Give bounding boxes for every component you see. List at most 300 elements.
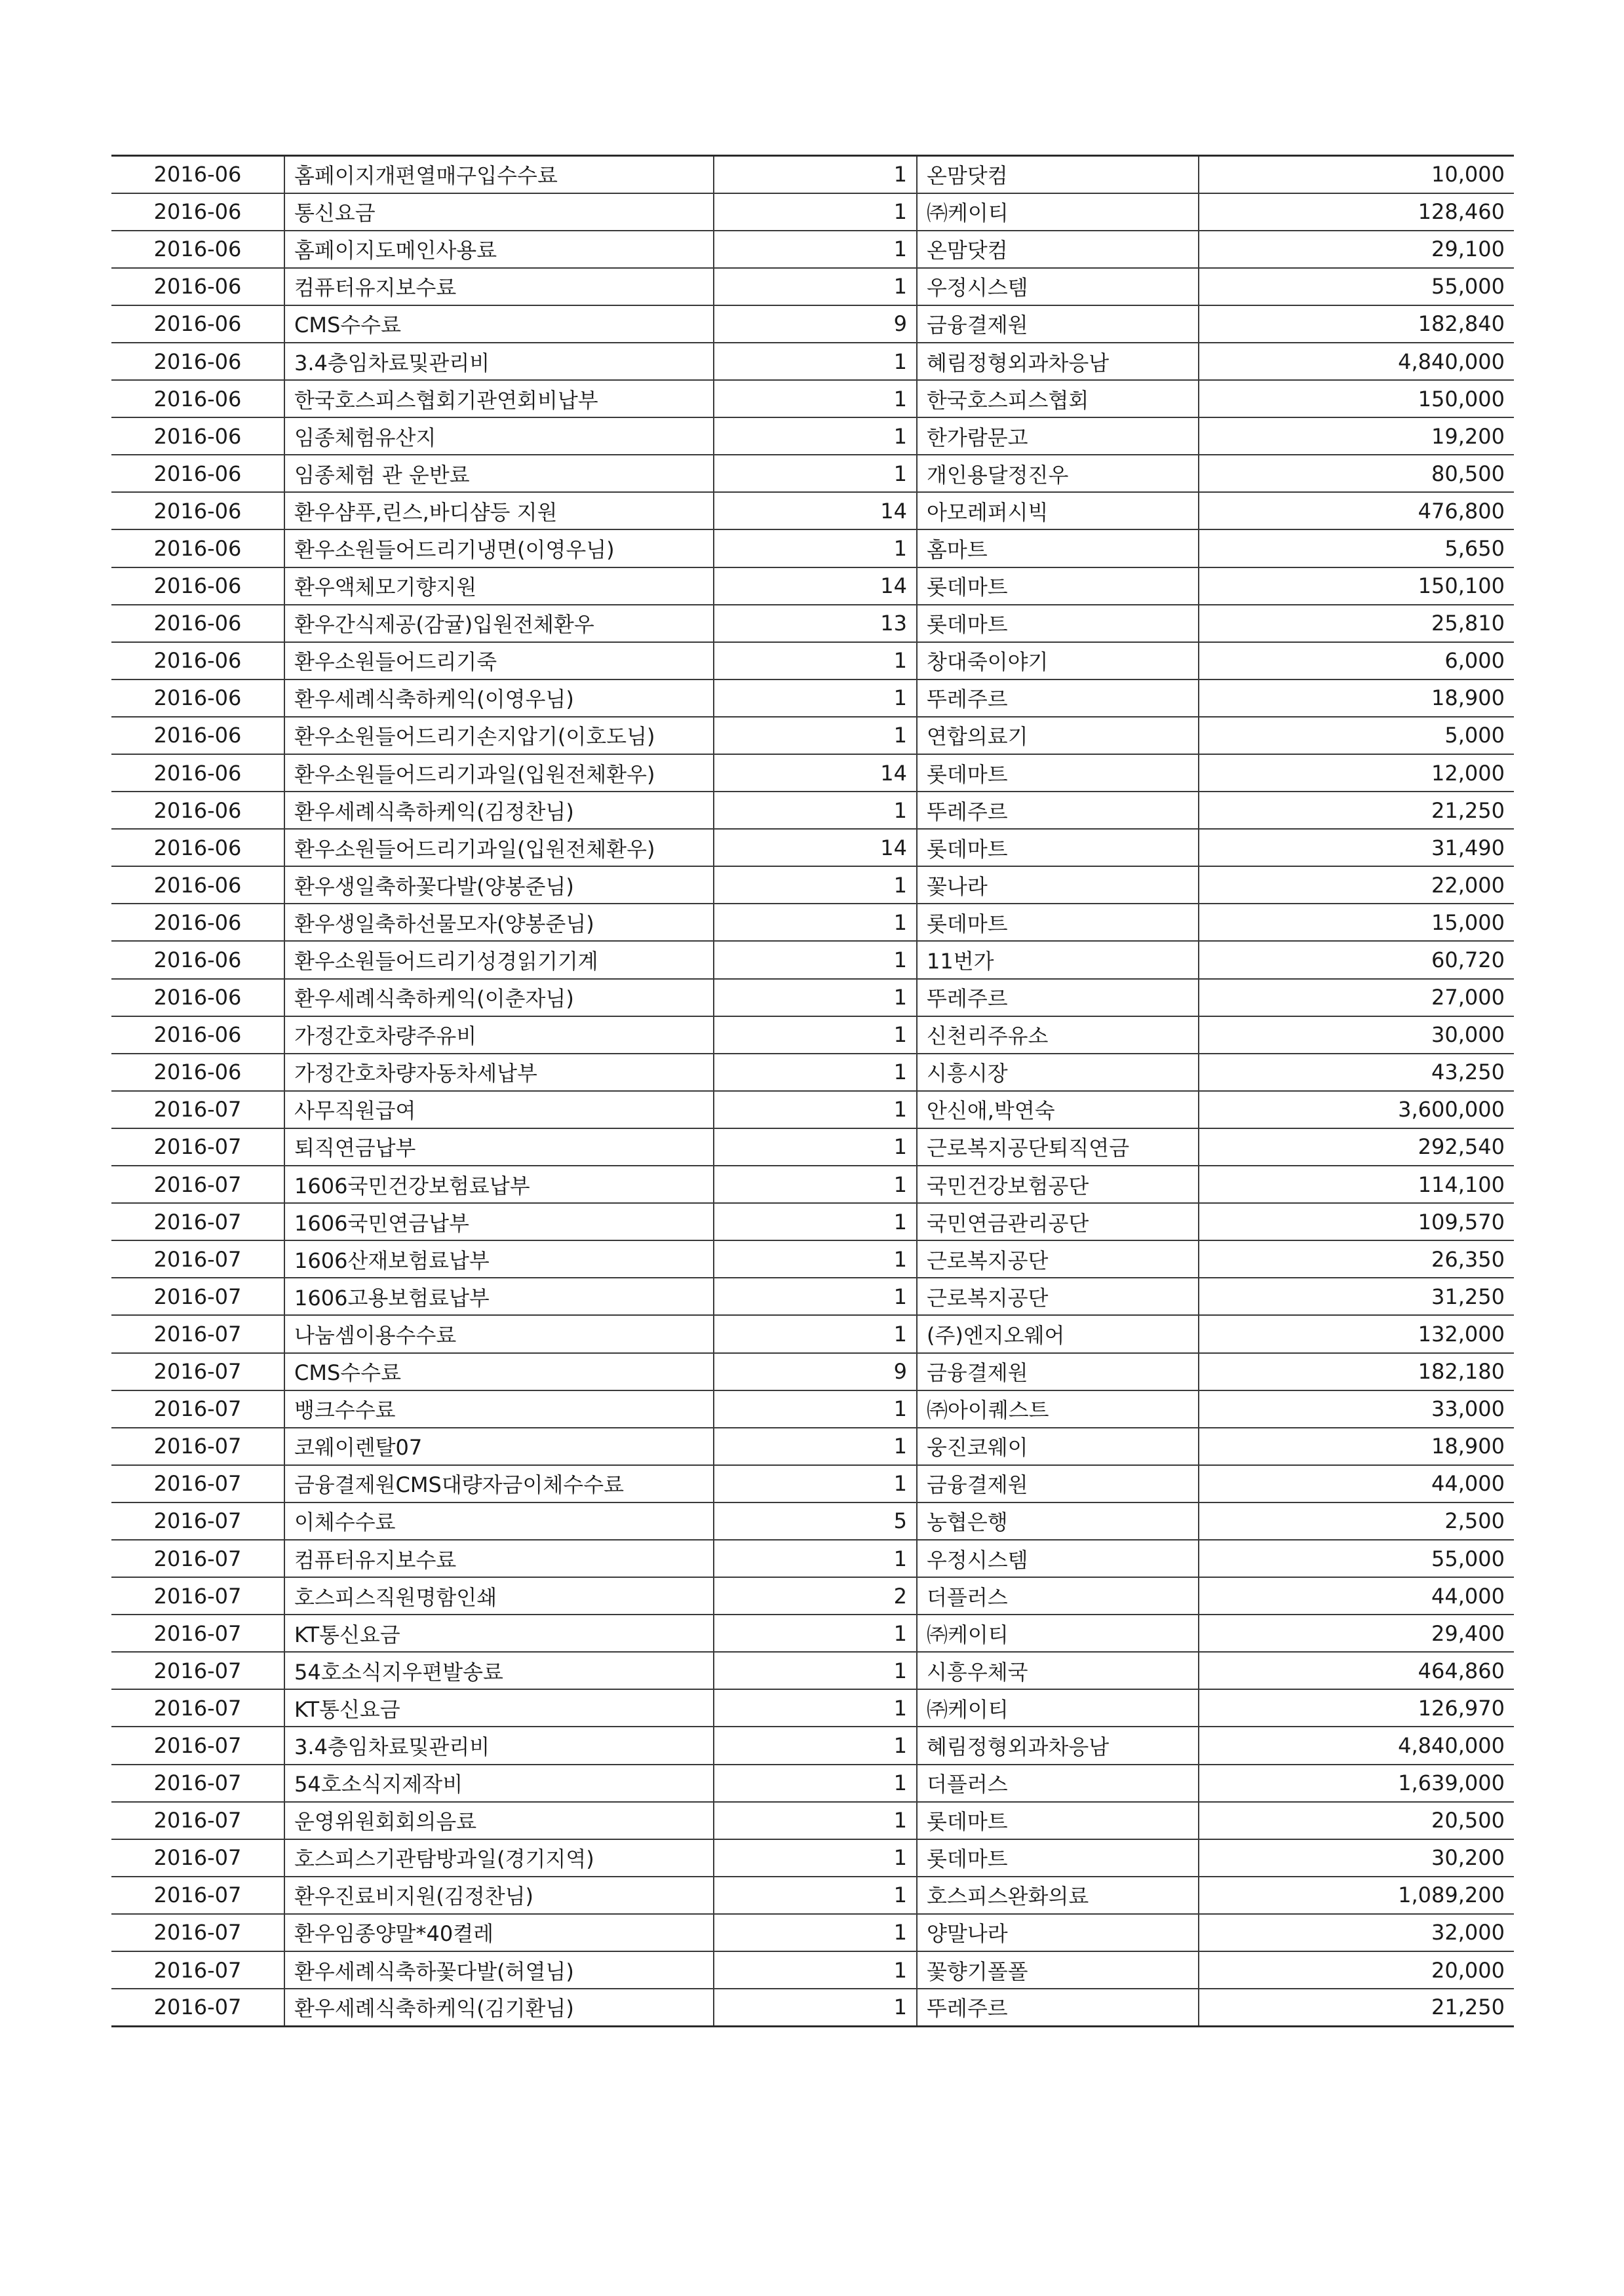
item-cell: 54호소식지우편발송료 bbox=[284, 1652, 714, 1689]
amount-cell: 30,200 bbox=[1199, 1839, 1514, 1877]
vendor-cell: 안신애,박연숙 bbox=[917, 1091, 1199, 1128]
vendor-cell: 뚜레주르 bbox=[917, 979, 1199, 1016]
quantity-cell: 1 bbox=[714, 417, 917, 455]
vendor-cell: 한국호스피스협회 bbox=[917, 380, 1199, 417]
quantity-cell: 5 bbox=[714, 1502, 917, 1540]
date-cell: 2016-06 bbox=[111, 529, 284, 567]
quantity-cell: 1 bbox=[714, 1128, 917, 1166]
amount-cell: 26,350 bbox=[1199, 1240, 1514, 1278]
amount-cell: 182,180 bbox=[1199, 1353, 1514, 1390]
quantity-cell: 14 bbox=[714, 492, 917, 529]
item-cell: 나눔셈이용수수료 bbox=[284, 1315, 714, 1352]
quantity-cell: 1 bbox=[714, 1428, 917, 1465]
date-cell: 2016-07 bbox=[111, 1989, 284, 2026]
quantity-cell: 1 bbox=[714, 1839, 917, 1877]
date-cell: 2016-06 bbox=[111, 1054, 284, 1091]
vendor-cell: 혜림정형외과차응남 bbox=[917, 343, 1199, 380]
date-cell: 2016-06 bbox=[111, 343, 284, 380]
vendor-cell: 혜림정형외과차응남 bbox=[917, 1727, 1199, 1764]
amount-cell: 2,500 bbox=[1199, 1502, 1514, 1540]
date-cell: 2016-07 bbox=[111, 1315, 284, 1352]
vendor-cell: 롯데마트 bbox=[917, 829, 1199, 866]
date-cell: 2016-07 bbox=[111, 1615, 284, 1652]
item-cell: 환우소원들어드리기냉면(이영우님) bbox=[284, 529, 714, 567]
date-cell: 2016-06 bbox=[111, 904, 284, 941]
item-cell: 가정간호차량자동차세납부 bbox=[284, 1054, 714, 1091]
amount-cell: 132,000 bbox=[1199, 1315, 1514, 1352]
amount-cell: 60,720 bbox=[1199, 941, 1514, 978]
table-row bbox=[111, 305, 1514, 343]
amount-cell: 31,490 bbox=[1199, 829, 1514, 866]
date-cell: 2016-06 bbox=[111, 193, 284, 231]
item-cell: 환우임종양말*40켤레 bbox=[284, 1914, 714, 1951]
item-cell: 3.4층임차료및관리비 bbox=[284, 343, 714, 380]
item-cell: 환우세례식축하케익(김기환님) bbox=[284, 1989, 714, 2026]
date-cell: 2016-06 bbox=[111, 417, 284, 455]
vendor-cell: ㈜아이퀘스트 bbox=[917, 1390, 1199, 1428]
item-cell: 호스피스직원명함인쇄 bbox=[284, 1577, 714, 1615]
date-cell: 2016-07 bbox=[111, 1802, 284, 1839]
table-row bbox=[111, 679, 1514, 717]
quantity-cell: 14 bbox=[714, 754, 917, 792]
table-row bbox=[111, 1203, 1514, 1240]
table-row bbox=[111, 529, 1514, 567]
item-cell: 퇴직연금납부 bbox=[284, 1128, 714, 1166]
table-row bbox=[111, 343, 1514, 380]
vendor-cell: 롯데마트 bbox=[917, 567, 1199, 605]
table-row bbox=[111, 717, 1514, 754]
amount-cell: 114,100 bbox=[1199, 1166, 1514, 1203]
amount-cell: 292,540 bbox=[1199, 1128, 1514, 1166]
item-cell: 1606국민건강보험료납부 bbox=[284, 1166, 714, 1203]
table-row bbox=[111, 417, 1514, 455]
vendor-cell: 11번가 bbox=[917, 941, 1199, 978]
item-cell: 홈페이지도메인사용료 bbox=[284, 231, 714, 268]
date-cell: 2016-07 bbox=[111, 1652, 284, 1689]
amount-cell: 1,089,200 bbox=[1199, 1877, 1514, 1914]
item-cell: 환우생일축하선물모자(양봉준님) bbox=[284, 904, 714, 941]
date-cell: 2016-07 bbox=[111, 1465, 284, 1502]
table-row bbox=[111, 904, 1514, 941]
amount-cell: 4,840,000 bbox=[1199, 1727, 1514, 1764]
vendor-cell: 홈마트 bbox=[917, 529, 1199, 567]
amount-cell: 5,650 bbox=[1199, 529, 1514, 567]
vendor-cell: 아모레퍼시빅 bbox=[917, 492, 1199, 529]
table-row bbox=[111, 1016, 1514, 1054]
item-cell: 1606고용보험료납부 bbox=[284, 1278, 714, 1315]
date-cell: 2016-06 bbox=[111, 754, 284, 792]
item-cell: 환우세례식축하케익(김정찬님) bbox=[284, 792, 714, 829]
date-cell: 2016-06 bbox=[111, 941, 284, 978]
table-row bbox=[111, 1502, 1514, 1540]
quantity-cell: 1 bbox=[714, 979, 917, 1016]
amount-cell: 5,000 bbox=[1199, 717, 1514, 754]
date-cell: 2016-06 bbox=[111, 642, 284, 679]
vendor-cell: 뚜레주르 bbox=[917, 1989, 1199, 2026]
date-cell: 2016-06 bbox=[111, 305, 284, 343]
table-row bbox=[111, 1091, 1514, 1128]
table-row bbox=[111, 1465, 1514, 1502]
quantity-cell: 1 bbox=[714, 1540, 917, 1577]
vendor-cell: 근로복지공단퇴직연금 bbox=[917, 1128, 1199, 1166]
item-cell: 홈페이지개편열매구입수수료 bbox=[284, 156, 714, 193]
quantity-cell: 13 bbox=[714, 605, 917, 642]
date-cell: 2016-06 bbox=[111, 156, 284, 193]
table-row bbox=[111, 567, 1514, 605]
vendor-cell: 신천리주유소 bbox=[917, 1016, 1199, 1054]
item-cell: KT통신요금 bbox=[284, 1615, 714, 1652]
amount-cell: 126,970 bbox=[1199, 1689, 1514, 1727]
item-cell: 환우소원들어드리기성경읽기기계 bbox=[284, 941, 714, 978]
item-cell: 가정간호차량주유비 bbox=[284, 1016, 714, 1054]
date-cell: 2016-07 bbox=[111, 1877, 284, 1914]
quantity-cell: 1 bbox=[714, 268, 917, 305]
table-row bbox=[111, 1240, 1514, 1278]
table-row bbox=[111, 979, 1514, 1016]
item-cell: 1606국민연금납부 bbox=[284, 1203, 714, 1240]
item-cell: 컴퓨터유지보수료 bbox=[284, 1540, 714, 1577]
table-row bbox=[111, 492, 1514, 529]
item-cell: 환우샴푸,린스,바디샴등 지원 bbox=[284, 492, 714, 529]
amount-cell: 29,100 bbox=[1199, 231, 1514, 268]
quantity-cell: 1 bbox=[714, 1166, 917, 1203]
quantity-cell: 1 bbox=[714, 455, 917, 492]
quantity-cell: 1 bbox=[714, 1016, 917, 1054]
item-cell: 컴퓨터유지보수료 bbox=[284, 268, 714, 305]
date-cell: 2016-06 bbox=[111, 979, 284, 1016]
quantity-cell: 1 bbox=[714, 343, 917, 380]
vendor-cell: 금융결제원 bbox=[917, 1353, 1199, 1390]
date-cell: 2016-06 bbox=[111, 455, 284, 492]
item-cell: 환우소원들어드리기손지압기(이호도님) bbox=[284, 717, 714, 754]
vendor-cell: ㈜케이티 bbox=[917, 1689, 1199, 1727]
date-cell: 2016-07 bbox=[111, 1240, 284, 1278]
quantity-cell: 1 bbox=[714, 1315, 917, 1352]
item-cell: 코웨이렌탈07 bbox=[284, 1428, 714, 1465]
table-row bbox=[111, 1951, 1514, 1989]
item-cell: 호스피스기관탐방과일(경기지역) bbox=[284, 1839, 714, 1877]
item-cell: 3.4층임차료및관리비 bbox=[284, 1727, 714, 1764]
item-cell: 환우소원들어드리기과일(입원전체환우) bbox=[284, 829, 714, 866]
item-cell: 환우세례식축하케익(이영우님) bbox=[284, 679, 714, 717]
table-row bbox=[111, 754, 1514, 792]
date-cell: 2016-06 bbox=[111, 231, 284, 268]
date-cell: 2016-07 bbox=[111, 1689, 284, 1727]
quantity-cell: 14 bbox=[714, 829, 917, 866]
date-cell: 2016-07 bbox=[111, 1540, 284, 1577]
date-cell: 2016-07 bbox=[111, 1278, 284, 1315]
vendor-cell: 양말나라 bbox=[917, 1914, 1199, 1951]
quantity-cell: 1 bbox=[714, 1689, 917, 1727]
table-row bbox=[111, 642, 1514, 679]
quantity-cell: 1 bbox=[714, 1278, 917, 1315]
table-row bbox=[111, 268, 1514, 305]
amount-cell: 128,460 bbox=[1199, 193, 1514, 231]
quantity-cell: 9 bbox=[714, 1353, 917, 1390]
vendor-cell: 온맘닷컴 bbox=[917, 231, 1199, 268]
table-row bbox=[111, 792, 1514, 829]
item-cell: 환우간식제공(감귤)입원전체환우 bbox=[284, 605, 714, 642]
vendor-cell: 롯데마트 bbox=[917, 1802, 1199, 1839]
vendor-cell: 개인용달정진우 bbox=[917, 455, 1199, 492]
table-row bbox=[111, 866, 1514, 904]
table-row bbox=[111, 1428, 1514, 1465]
amount-cell: 4,840,000 bbox=[1199, 343, 1514, 380]
vendor-cell: 우정시스템 bbox=[917, 1540, 1199, 1577]
item-cell: 54호소식지제작비 bbox=[284, 1765, 714, 1802]
date-cell: 2016-07 bbox=[111, 1390, 284, 1428]
quantity-cell: 1 bbox=[714, 1091, 917, 1128]
ledger-body bbox=[111, 156, 1514, 2027]
quantity-cell: 1 bbox=[714, 1877, 917, 1914]
amount-cell: 30,000 bbox=[1199, 1016, 1514, 1054]
table-row bbox=[111, 1615, 1514, 1652]
item-cell: CMS수수료 bbox=[284, 1353, 714, 1390]
vendor-cell: 한가람문고 bbox=[917, 417, 1199, 455]
amount-cell: 18,900 bbox=[1199, 1428, 1514, 1465]
quantity-cell: 1 bbox=[714, 679, 917, 717]
vendor-cell: 롯데마트 bbox=[917, 605, 1199, 642]
amount-cell: 109,570 bbox=[1199, 1203, 1514, 1240]
amount-cell: 464,860 bbox=[1199, 1652, 1514, 1689]
table-row bbox=[111, 1914, 1514, 1951]
quantity-cell: 1 bbox=[714, 1914, 917, 1951]
date-cell: 2016-07 bbox=[111, 1951, 284, 1989]
quantity-cell: 9 bbox=[714, 305, 917, 343]
table-row bbox=[111, 941, 1514, 978]
vendor-cell: 호스피스완화의료 bbox=[917, 1877, 1199, 1914]
quantity-cell: 1 bbox=[714, 1765, 917, 1802]
item-cell: 임종체험유산지 bbox=[284, 417, 714, 455]
quantity-cell: 14 bbox=[714, 567, 917, 605]
table-row bbox=[111, 1390, 1514, 1428]
quantity-cell: 1 bbox=[714, 792, 917, 829]
table-row bbox=[111, 1839, 1514, 1877]
date-cell: 2016-07 bbox=[111, 1577, 284, 1615]
table-row bbox=[111, 1540, 1514, 1577]
date-cell: 2016-07 bbox=[111, 1128, 284, 1166]
date-cell: 2016-06 bbox=[111, 605, 284, 642]
table-row bbox=[111, 231, 1514, 268]
amount-cell: 20,000 bbox=[1199, 1951, 1514, 1989]
vendor-cell: (주)엔지오웨어 bbox=[917, 1315, 1199, 1352]
date-cell: 2016-07 bbox=[111, 1166, 284, 1203]
item-cell: 이체수수료 bbox=[284, 1502, 714, 1540]
table-row bbox=[111, 1054, 1514, 1091]
vendor-cell: ㈜케이티 bbox=[917, 193, 1199, 231]
quantity-cell: 1 bbox=[714, 866, 917, 904]
table-row bbox=[111, 1802, 1514, 1839]
vendor-cell: 롯데마트 bbox=[917, 1839, 1199, 1877]
quantity-cell: 1 bbox=[714, 642, 917, 679]
table-row bbox=[111, 1727, 1514, 1764]
table-row bbox=[111, 156, 1514, 193]
item-cell: 환우세례식축하케익(이춘자님) bbox=[284, 979, 714, 1016]
table-row bbox=[111, 1765, 1514, 1802]
date-cell: 2016-07 bbox=[111, 1091, 284, 1128]
date-cell: 2016-07 bbox=[111, 1353, 284, 1390]
table-row bbox=[111, 1315, 1514, 1352]
amount-cell: 476,800 bbox=[1199, 492, 1514, 529]
item-cell: 환우세례식축하꽃다발(허열님) bbox=[284, 1951, 714, 1989]
item-cell: 환우소원들어드리기죽 bbox=[284, 642, 714, 679]
table-row bbox=[111, 193, 1514, 231]
quantity-cell: 1 bbox=[714, 1390, 917, 1428]
amount-cell: 10,000 bbox=[1199, 156, 1514, 193]
amount-cell: 15,000 bbox=[1199, 904, 1514, 941]
quantity-cell: 1 bbox=[714, 1240, 917, 1278]
amount-cell: 20,500 bbox=[1199, 1802, 1514, 1839]
vendor-cell: 금융결제원 bbox=[917, 305, 1199, 343]
vendor-cell: 뚜레주르 bbox=[917, 679, 1199, 717]
quantity-cell: 1 bbox=[714, 529, 917, 567]
item-cell: 1606산재보험료납부 bbox=[284, 1240, 714, 1278]
quantity-cell: 1 bbox=[714, 231, 917, 268]
amount-cell: 150,000 bbox=[1199, 380, 1514, 417]
table-row bbox=[111, 829, 1514, 866]
vendor-cell: 꽃나라 bbox=[917, 866, 1199, 904]
amount-cell: 31,250 bbox=[1199, 1278, 1514, 1315]
vendor-cell: 근로복지공단 bbox=[917, 1278, 1199, 1315]
amount-cell: 44,000 bbox=[1199, 1577, 1514, 1615]
amount-cell: 182,840 bbox=[1199, 305, 1514, 343]
quantity-cell: 1 bbox=[714, 1615, 917, 1652]
item-cell: CMS수수료 bbox=[284, 305, 714, 343]
quantity-cell: 2 bbox=[714, 1577, 917, 1615]
date-cell: 2016-06 bbox=[111, 492, 284, 529]
vendor-cell: 우정시스템 bbox=[917, 268, 1199, 305]
amount-cell: 44,000 bbox=[1199, 1465, 1514, 1502]
date-cell: 2016-06 bbox=[111, 380, 284, 417]
expense-ledger-table bbox=[111, 155, 1514, 2027]
date-cell: 2016-07 bbox=[111, 1839, 284, 1877]
vendor-cell: 국민연금관리공단 bbox=[917, 1203, 1199, 1240]
quantity-cell: 1 bbox=[714, 1802, 917, 1839]
table-row bbox=[111, 1989, 1514, 2026]
vendor-cell: ㈜케이티 bbox=[917, 1615, 1199, 1652]
amount-cell: 55,000 bbox=[1199, 1540, 1514, 1577]
amount-cell: 22,000 bbox=[1199, 866, 1514, 904]
amount-cell: 32,000 bbox=[1199, 1914, 1514, 1951]
amount-cell: 43,250 bbox=[1199, 1054, 1514, 1091]
item-cell: 금융결제원CMS대량자금이체수수료 bbox=[284, 1465, 714, 1502]
date-cell: 2016-06 bbox=[111, 567, 284, 605]
table-row bbox=[111, 1128, 1514, 1166]
date-cell: 2016-06 bbox=[111, 866, 284, 904]
date-cell: 2016-07 bbox=[111, 1203, 284, 1240]
item-cell: 환우진료비지원(김정찬님) bbox=[284, 1877, 714, 1914]
quantity-cell: 1 bbox=[714, 1465, 917, 1502]
item-cell: 사무직원급여 bbox=[284, 1091, 714, 1128]
amount-cell: 3,600,000 bbox=[1199, 1091, 1514, 1128]
amount-cell: 21,250 bbox=[1199, 792, 1514, 829]
quantity-cell: 1 bbox=[714, 1951, 917, 1989]
amount-cell: 6,000 bbox=[1199, 642, 1514, 679]
item-cell: 운영위원회회의음료 bbox=[284, 1802, 714, 1839]
quantity-cell: 1 bbox=[714, 717, 917, 754]
date-cell: 2016-07 bbox=[111, 1765, 284, 1802]
date-cell: 2016-06 bbox=[111, 792, 284, 829]
amount-cell: 27,000 bbox=[1199, 979, 1514, 1016]
amount-cell: 1,639,000 bbox=[1199, 1765, 1514, 1802]
amount-cell: 33,000 bbox=[1199, 1390, 1514, 1428]
item-cell: 뱅크수수료 bbox=[284, 1390, 714, 1428]
vendor-cell: 꽃향기폴폴 bbox=[917, 1951, 1199, 1989]
item-cell: 통신요금 bbox=[284, 193, 714, 231]
quantity-cell: 1 bbox=[714, 1652, 917, 1689]
item-cell: 환우소원들어드리기과일(입원전체환우) bbox=[284, 754, 714, 792]
table-row bbox=[111, 1877, 1514, 1914]
amount-cell: 19,200 bbox=[1199, 417, 1514, 455]
table-row bbox=[111, 455, 1514, 492]
date-cell: 2016-07 bbox=[111, 1727, 284, 1764]
table-row bbox=[111, 1166, 1514, 1203]
vendor-cell: 근로복지공단 bbox=[917, 1240, 1199, 1278]
amount-cell: 80,500 bbox=[1199, 455, 1514, 492]
item-cell: 임종체험 관 운반료 bbox=[284, 455, 714, 492]
quantity-cell: 1 bbox=[714, 193, 917, 231]
vendor-cell: 롯데마트 bbox=[917, 904, 1199, 941]
vendor-cell: 금융결제원 bbox=[917, 1465, 1199, 1502]
table-row bbox=[111, 380, 1514, 417]
table-row bbox=[111, 1689, 1514, 1727]
table-row bbox=[111, 1577, 1514, 1615]
amount-cell: 21,250 bbox=[1199, 1989, 1514, 2026]
item-cell: KT통신요금 bbox=[284, 1689, 714, 1727]
amount-cell: 25,810 bbox=[1199, 605, 1514, 642]
quantity-cell: 1 bbox=[714, 904, 917, 941]
item-cell: 환우생일축하꽃다발(양봉준님) bbox=[284, 866, 714, 904]
date-cell: 2016-07 bbox=[111, 1914, 284, 1951]
date-cell: 2016-07 bbox=[111, 1502, 284, 1540]
date-cell: 2016-06 bbox=[111, 679, 284, 717]
date-cell: 2016-06 bbox=[111, 717, 284, 754]
date-cell: 2016-06 bbox=[111, 268, 284, 305]
quantity-cell: 1 bbox=[714, 1203, 917, 1240]
vendor-cell: 연합의료기 bbox=[917, 717, 1199, 754]
vendor-cell: 롯데마트 bbox=[917, 754, 1199, 792]
quantity-cell: 1 bbox=[714, 1727, 917, 1764]
amount-cell: 55,000 bbox=[1199, 268, 1514, 305]
vendor-cell: 창대죽이야기 bbox=[917, 642, 1199, 679]
vendor-cell: 뚜레주르 bbox=[917, 792, 1199, 829]
date-cell: 2016-07 bbox=[111, 1428, 284, 1465]
vendor-cell: 시흥시장 bbox=[917, 1054, 1199, 1091]
vendor-cell: 웅진코웨이 bbox=[917, 1428, 1199, 1465]
quantity-cell: 1 bbox=[714, 156, 917, 193]
item-cell: 한국호스피스협회기관연회비납부 bbox=[284, 380, 714, 417]
quantity-cell: 1 bbox=[714, 1054, 917, 1091]
vendor-cell: 국민건강보험공단 bbox=[917, 1166, 1199, 1203]
amount-cell: 12,000 bbox=[1199, 754, 1514, 792]
table-row bbox=[111, 605, 1514, 642]
vendor-cell: 농협은행 bbox=[917, 1502, 1199, 1540]
vendor-cell: 더플러스 bbox=[917, 1765, 1199, 1802]
table-row bbox=[111, 1652, 1514, 1689]
quantity-cell: 1 bbox=[714, 380, 917, 417]
amount-cell: 29,400 bbox=[1199, 1615, 1514, 1652]
quantity-cell: 1 bbox=[714, 941, 917, 978]
table-row bbox=[111, 1278, 1514, 1315]
item-cell: 환우액체모기향지원 bbox=[284, 567, 714, 605]
quantity-cell: 1 bbox=[714, 1989, 917, 2026]
vendor-cell: 시흥우체국 bbox=[917, 1652, 1199, 1689]
table-row bbox=[111, 1353, 1514, 1390]
amount-cell: 150,100 bbox=[1199, 567, 1514, 605]
vendor-cell: 더플러스 bbox=[917, 1577, 1199, 1615]
amount-cell: 18,900 bbox=[1199, 679, 1514, 717]
date-cell: 2016-06 bbox=[111, 1016, 284, 1054]
